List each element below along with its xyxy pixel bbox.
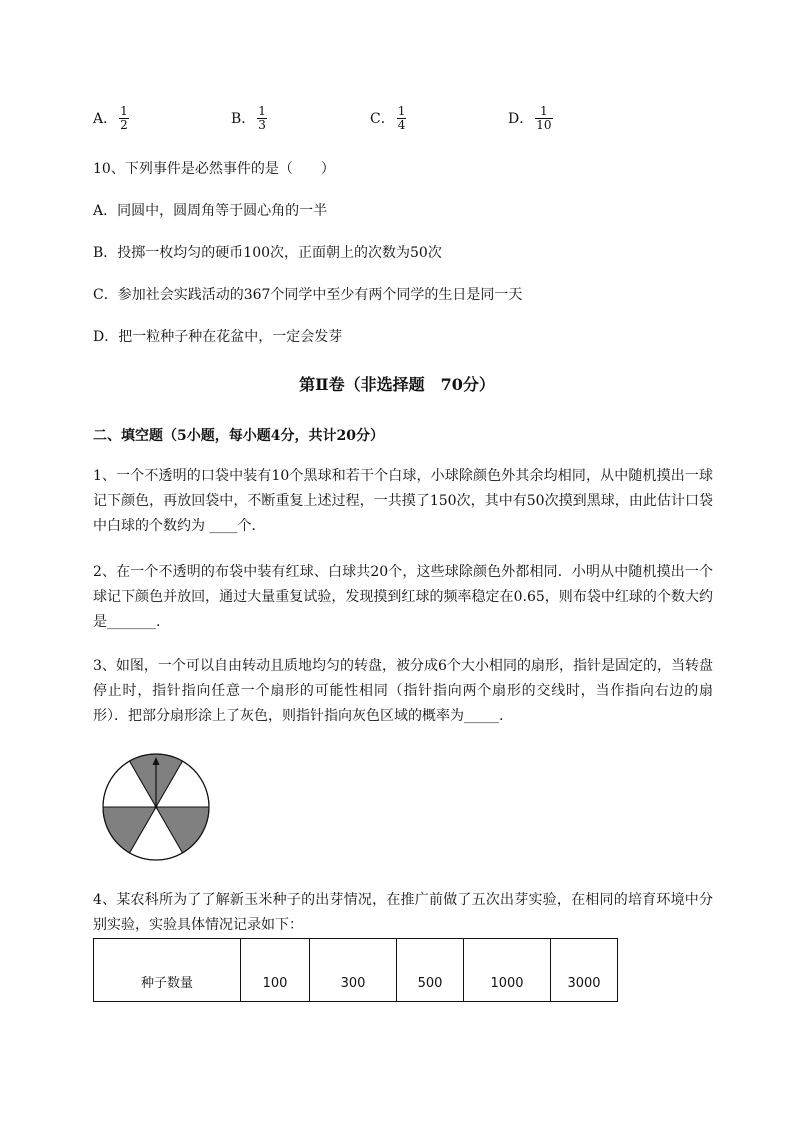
table-cell: 3000	[551, 939, 618, 1002]
option-label: C．	[370, 111, 395, 128]
option-label: D．	[508, 111, 534, 128]
question-10-option-d: D．把一粒种子种在花盆中，一定会发芽	[93, 329, 343, 345]
option-b	[231, 105, 267, 131]
table-cell: 500	[397, 939, 464, 1002]
question-10-stem: 10、下列事件是必然事件的是（ ）	[93, 161, 335, 177]
section-heading: 二、填空题（5小题，每小题4分，共计20分）	[93, 428, 384, 444]
question-10-option-a: A．同圆中，圆周角等于圆心角的一半	[93, 203, 328, 219]
fraction: $\frac{1}{2}$	[120, 104, 128, 132]
pivot-dot	[154, 805, 157, 808]
option-label: A．	[93, 111, 118, 128]
option-c	[370, 105, 406, 131]
fraction: $\frac{1}{4}$	[397, 104, 406, 132]
question-10-option-b: B．投掷一枚均匀的硬币100次，正面朝上的次数为50次	[93, 245, 442, 261]
table-cell: 300	[310, 939, 397, 1002]
table-row	[94, 939, 618, 1002]
option-label: B．	[231, 111, 256, 128]
part-title: 第Ⅱ卷（非选择题 70分）	[299, 375, 495, 394]
option-a	[93, 105, 129, 131]
seed-table	[93, 938, 618, 1002]
fill-question-2: 2、在一个不透明的布袋中装有红球、白球共20个，这些球除颜色外都相同．小明从中随机摸出一个球记下颜色并放回，通过大量重复试验，发现摸到红球的频率稳定在0.65，则布袋中红球的个数大约是_______.	[93, 564, 713, 630]
fill-question-4: 4、某农科所为了了解新玉米种子的出芽情况，在推广前做了五次出芽实验，在相同的培育环境中分别实验，实验具体情况记录如下：	[93, 892, 713, 933]
fraction: $\frac{1}{3}$	[258, 104, 266, 132]
fill-question-3: 3、如图，一个可以自由转动且质地均匀的转盘，被分成6个大小相同的扇形，指针是固定的，当转盘停止时，指针指向任意一个扇形的可能性相同（指针指向两个扇形的交线时，当作指向右边的扇形）．把部分扇形涂上了灰色，则指针指向灰色区域的概率为_____.	[93, 658, 713, 724]
table-header-cell: 种子数量	[94, 939, 241, 1002]
table-cell: 100	[241, 939, 310, 1002]
option-d	[508, 105, 553, 131]
spinner-figure	[100, 752, 214, 864]
fraction: $\frac{1}{10}$	[536, 104, 552, 132]
fill-question-1: 1、一个不透明的口袋中装有10个黑球和若干个白球，小球除颜色外其余均相同，从中随机摸出一球记下颜色，再放回袋中，不断重复上述过程，一共摸了150次，其中有50次摸到黑球，由此估计口袋中白球的个数约为 ____个．	[93, 468, 713, 534]
question-10-option-c: C．参加社会实践活动的367个同学中至少有两个同学的生日是同一天	[93, 287, 523, 303]
table-cell: 1000	[464, 939, 551, 1002]
